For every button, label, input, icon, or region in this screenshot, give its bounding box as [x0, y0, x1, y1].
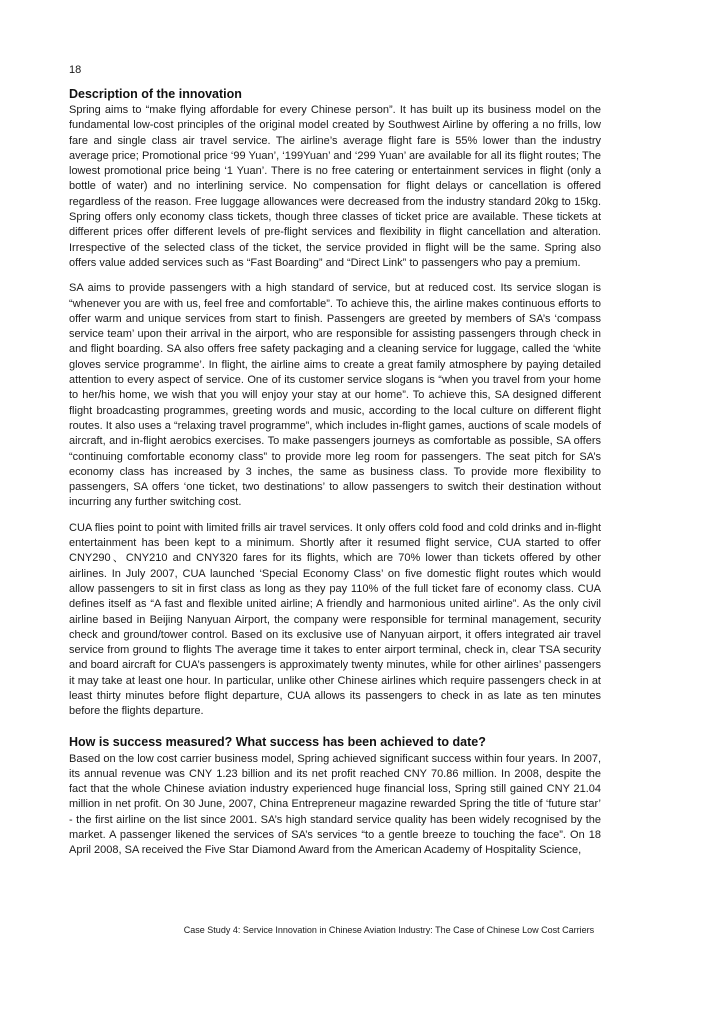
paragraph-success: Based on the low cost carrier business model, Spring achieved significant success within four years. In 2007, its annual revenue was CNY 1.23 billion and its net profit reached CNY 70.86 million. In 2008, despite the fact that the whole Chinese aviation industry experienced huge financial loss, Spring still gained CNY 21.04 million in net profit. On 30 June, 2007, China Entrepreneur magazine rewarded Spring the title of ‘future star’ - the first airline on the list since 2001. SA’s high standard service quality has been widely recognised by the market. A passenger likened the services of SA’s services “to a gentle breeze to touching the face”. On 18 April 2008, SA received the Five Star Diamond Award from the American Academy of Hospitality Science,: [69, 752, 601, 857]
paragraph-sa: SA aims to provide passengers with a high standard of service, but at reduced cost. Its service slogan is “whenever you are with us, feel free and comfortable”. To achieve this, the airline makes continuous efforts to offer warm and unique services from start to finish. Passengers are greeted by members of SA’s ‘compass service team’ upon their arrival in the airport, who are responsible for assisting passengers through check in and flight boarding. SA also offers free safety packaging and a cleaning service for luggage, called the ‘white gloves service programme’. In flight, the airline aims to create a great family atmosphere by paying detailed attention to every aspect of service. One of its customer service slogans is “when you travel from your home to her/his home, we wish that you will enjoy your stay at our home”. To achieve this, SA designed different flight broadcasting programmes, greeting words and music, according to the local culture on different flight routes. It also uses a “relaxing travel programme”, which includes in-flight games, auctions of scale models of aircraft, and in-flight aerobics exercises. To make passengers journeys as comfortable as possible, SA offers “continuing comfortable economy class” to provide more leg room for passengers. The seat pitch for SA’s economy class has increased by 3 inches, the same as business class. To provide more flexibility to passengers, SA offers ‘one ticket, two destinations’ to allow passengers to switch their destination without incurring any further switching cost.: [69, 282, 601, 509]
section-heading-success: How is success measured? What success has been achieved to date?: [69, 734, 486, 749]
paragraph-cua: CUA flies point to point with limited frills air travel services. It only offers cold food and cold drinks and in-flight entertainment has been kept to a minimum. Shortly after it resumed flight service, CUA started to offer CNY290、CNY210 and CNY320 fares for its flights, which are 70% lower than tickets offered by other airlines. In July 2007, CUA launched ‘Special Economy Class’ on five domestic flight routes which would allow passengers to sit in first class as long as they pay 110% of the full ticket fare of economy class. CUA defines itself as “A fast and flexible united airline; A friendly and harmonious united airline”. As the only civil airline based in Beijing Nanyuan Airport, the company were responsible for terminal management, security check and ground/tower control. Based on its exclusive use of Nanyuan airport, it offers integrated air travel service from ground to flights The average time it takes to enter airport terminal, check in, clear TSA security and board aircraft for CUA’s passengers is approximately twenty minutes, while for other airlines’ passengers it may take at least one hour. In particular, unlike other Chinese airlines which require passengers check in at least thirty minutes before flight departure, CUA allows its passengers to check in as late as ten minutes before the flights departure.: [69, 521, 601, 718]
paragraph-spring: Spring aims to “make flying affordable for every Chinese person”. It has built up its business model on the fundamental low-cost principles of the original model created by Southwest Airline by offering a no frills, low fare and single class air travel service. The airline’s average flight fare is 55% lower than the industry average price; Promotional price ‘99 Yuan’, ‘199Yuan’ and ‘299 Yuan’ are available for all its flight routes; The lowest promotional price being ‘1 Yuan’. There is no free catering or entertainment services in flight (only a bottle of water) and no interlining service. No compensation for flight delays or cancellation is offered regardless of the reason. Free luggage allowances were decreased from the industry standard 20kg to 15kg. Spring offers only economy class tickets, though three classes of ticket price are available. These tickets at different prices offer different levels of pre-flight services and flexibility in flight cancellation and alteration. Irrespective of the selected class of the ticket, the service provided in flight will be the same. Spring also offers value added services such as “Fast Boarding” and “Direct Link” to passengers who pay a premium.: [69, 104, 601, 269]
section-heading-description: Description of the innovation: [69, 87, 242, 101]
page-footer: Case Study 4: Service Innovation in Chinese Aviation Industry: The Case of Chinese Low Cost Carriers: [183, 925, 595, 935]
document-body: [69, 86, 601, 859]
page-number: 18: [69, 64, 82, 76]
